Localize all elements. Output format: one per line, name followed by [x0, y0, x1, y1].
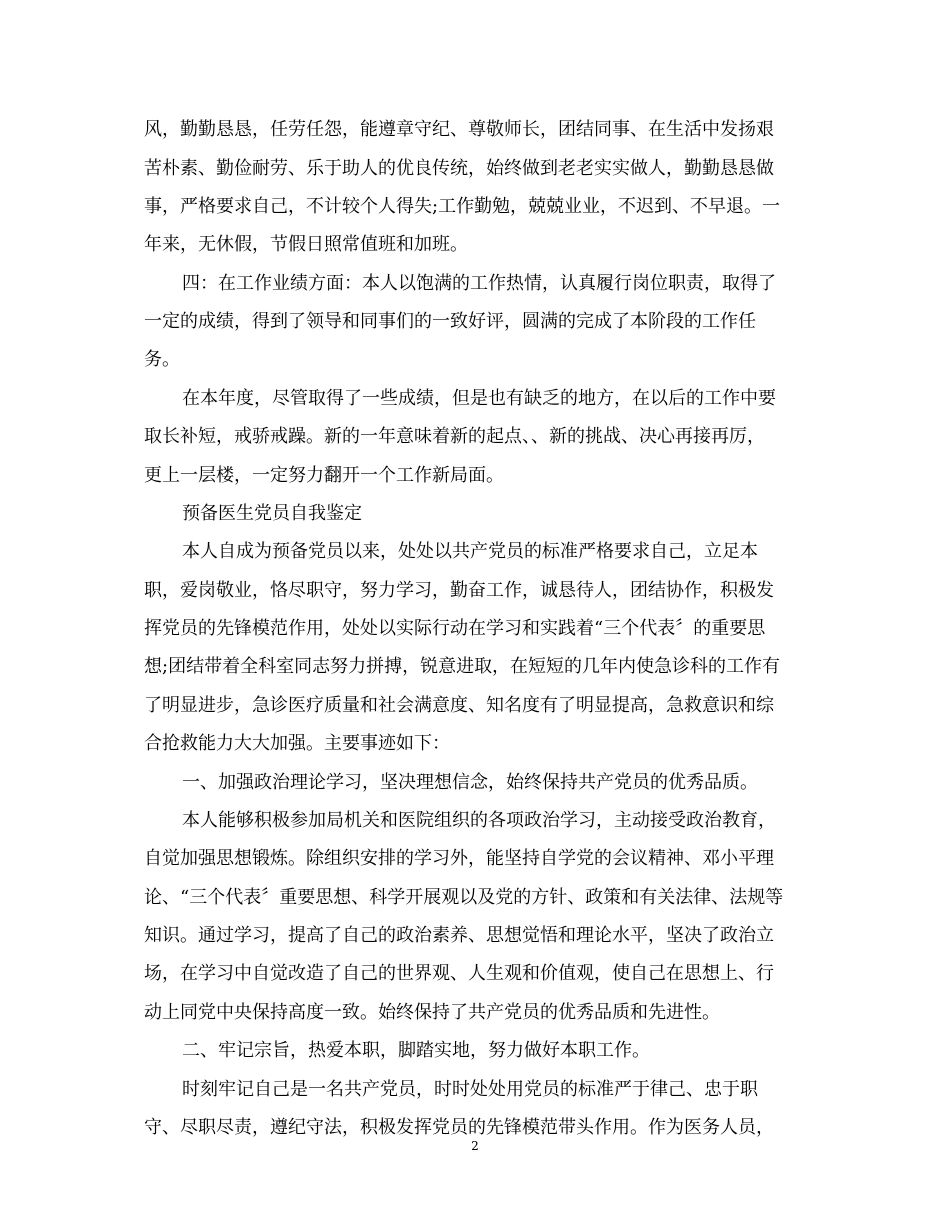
- text-line: 自觉加强思想锻炼。除组织安排的学习外，能坚持自学党的会议精神、邓小平理: [144, 848, 774, 869]
- text-line: 合抢救能力大大加强。主要事迹如下：: [144, 733, 450, 754]
- text-line: 论、“三个代表〞重要思想、科学开展观以及党的方针、政策和有关法律、法规等: [144, 887, 784, 908]
- text-line: 四：在工作业绩方面：本人以饱满的工作热情，认真履行岗位职责，取得了: [182, 273, 776, 294]
- text-line: 职，爱岗敬业，恪尽职守，努力学习，勤奋工作，诚恳待人，团结协作，积极发: [144, 580, 774, 601]
- text-line: 事，严格要求自己，不计较个人得失;工作勤勉，兢兢业业，不迟到、不早退。一: [144, 196, 781, 217]
- text-line: 动上同党中央保持高度一致。始终保持了共产党员的优秀品质和先进性。: [144, 1002, 720, 1023]
- text-line: 时刻牢记自己是一名共产党员，时时处处用党员的标准严于律己、忠于职: [182, 1079, 758, 1100]
- text-line: 本人能够积极参加局机关和医院组织的各项政治学习，主动接受政治教育，: [182, 810, 776, 831]
- text-line: 守、尽职尽责，遵纪守法，积极发挥党员的先锋模范带头作用。作为医务人员，: [144, 1117, 774, 1138]
- text-line: 挥党员的先锋模范作用，处处以实际行动在学习和实践着“三个代表〞的重要思: [144, 618, 766, 639]
- section-heading: 预备医生党员自我鉴定: [182, 503, 362, 524]
- text-line: 了明显进步，急诊医疗质量和社会满意度、知名度有了明显提高，急救意识和综: [144, 695, 774, 716]
- text-line: 一、加强政治理论学习，坚决理想信念，始终保持共产党员的优秀品质。: [182, 772, 758, 793]
- text-line: 务。: [144, 349, 180, 370]
- text-line: 二、牢记宗旨，热爱本职，脚踏实地，努力做好本职工作。: [182, 1040, 650, 1061]
- text-line: 想;团结带着全科室同志努力拼搏，锐意进取，在短短的几年内使急诊科的工作有: [144, 656, 781, 677]
- page-number: 2: [471, 1139, 479, 1153]
- text-line: 风，勤勤恳恳，任劳任怨，能遵章守纪、尊敬师长，团结同事、在生活中发扬艰: [144, 119, 774, 140]
- text-line: 知识。通过学习，提高了自己的政治素养、思想觉悟和理论水平，坚决了政治立: [144, 925, 774, 946]
- text-line: 场，在学习中自觉改造了自己的世界观、人生观和价值观，使自己在思想上、行: [144, 963, 774, 984]
- text-line: 取长补短，戒骄戒躁。新的一年意味着新的起点、、新的挑战、决心再接再厉，: [144, 426, 765, 447]
- text-line: 年来，无休假，节假日照常值班和加班。: [144, 234, 468, 255]
- text-line: 苦朴素、勤俭耐劳、乐于助人的优良传统，始终做到老老实实做人，勤勤恳恳做: [144, 158, 774, 179]
- text-line: 本人自成为预备党员以来，处处以共产党员的标准严格要求自己，立足本: [182, 541, 758, 562]
- text-line: 在本年度，尽管取得了一些成绩，但是也有缺乏的地方，在以后的工作中要: [182, 388, 776, 409]
- text-line: 一定的成绩，得到了领导和同事们的一致好评，圆满的完成了本阶段的工作任: [144, 311, 756, 332]
- text-line: 更上一层楼，一定努力翻开一个工作新局面。: [144, 465, 504, 486]
